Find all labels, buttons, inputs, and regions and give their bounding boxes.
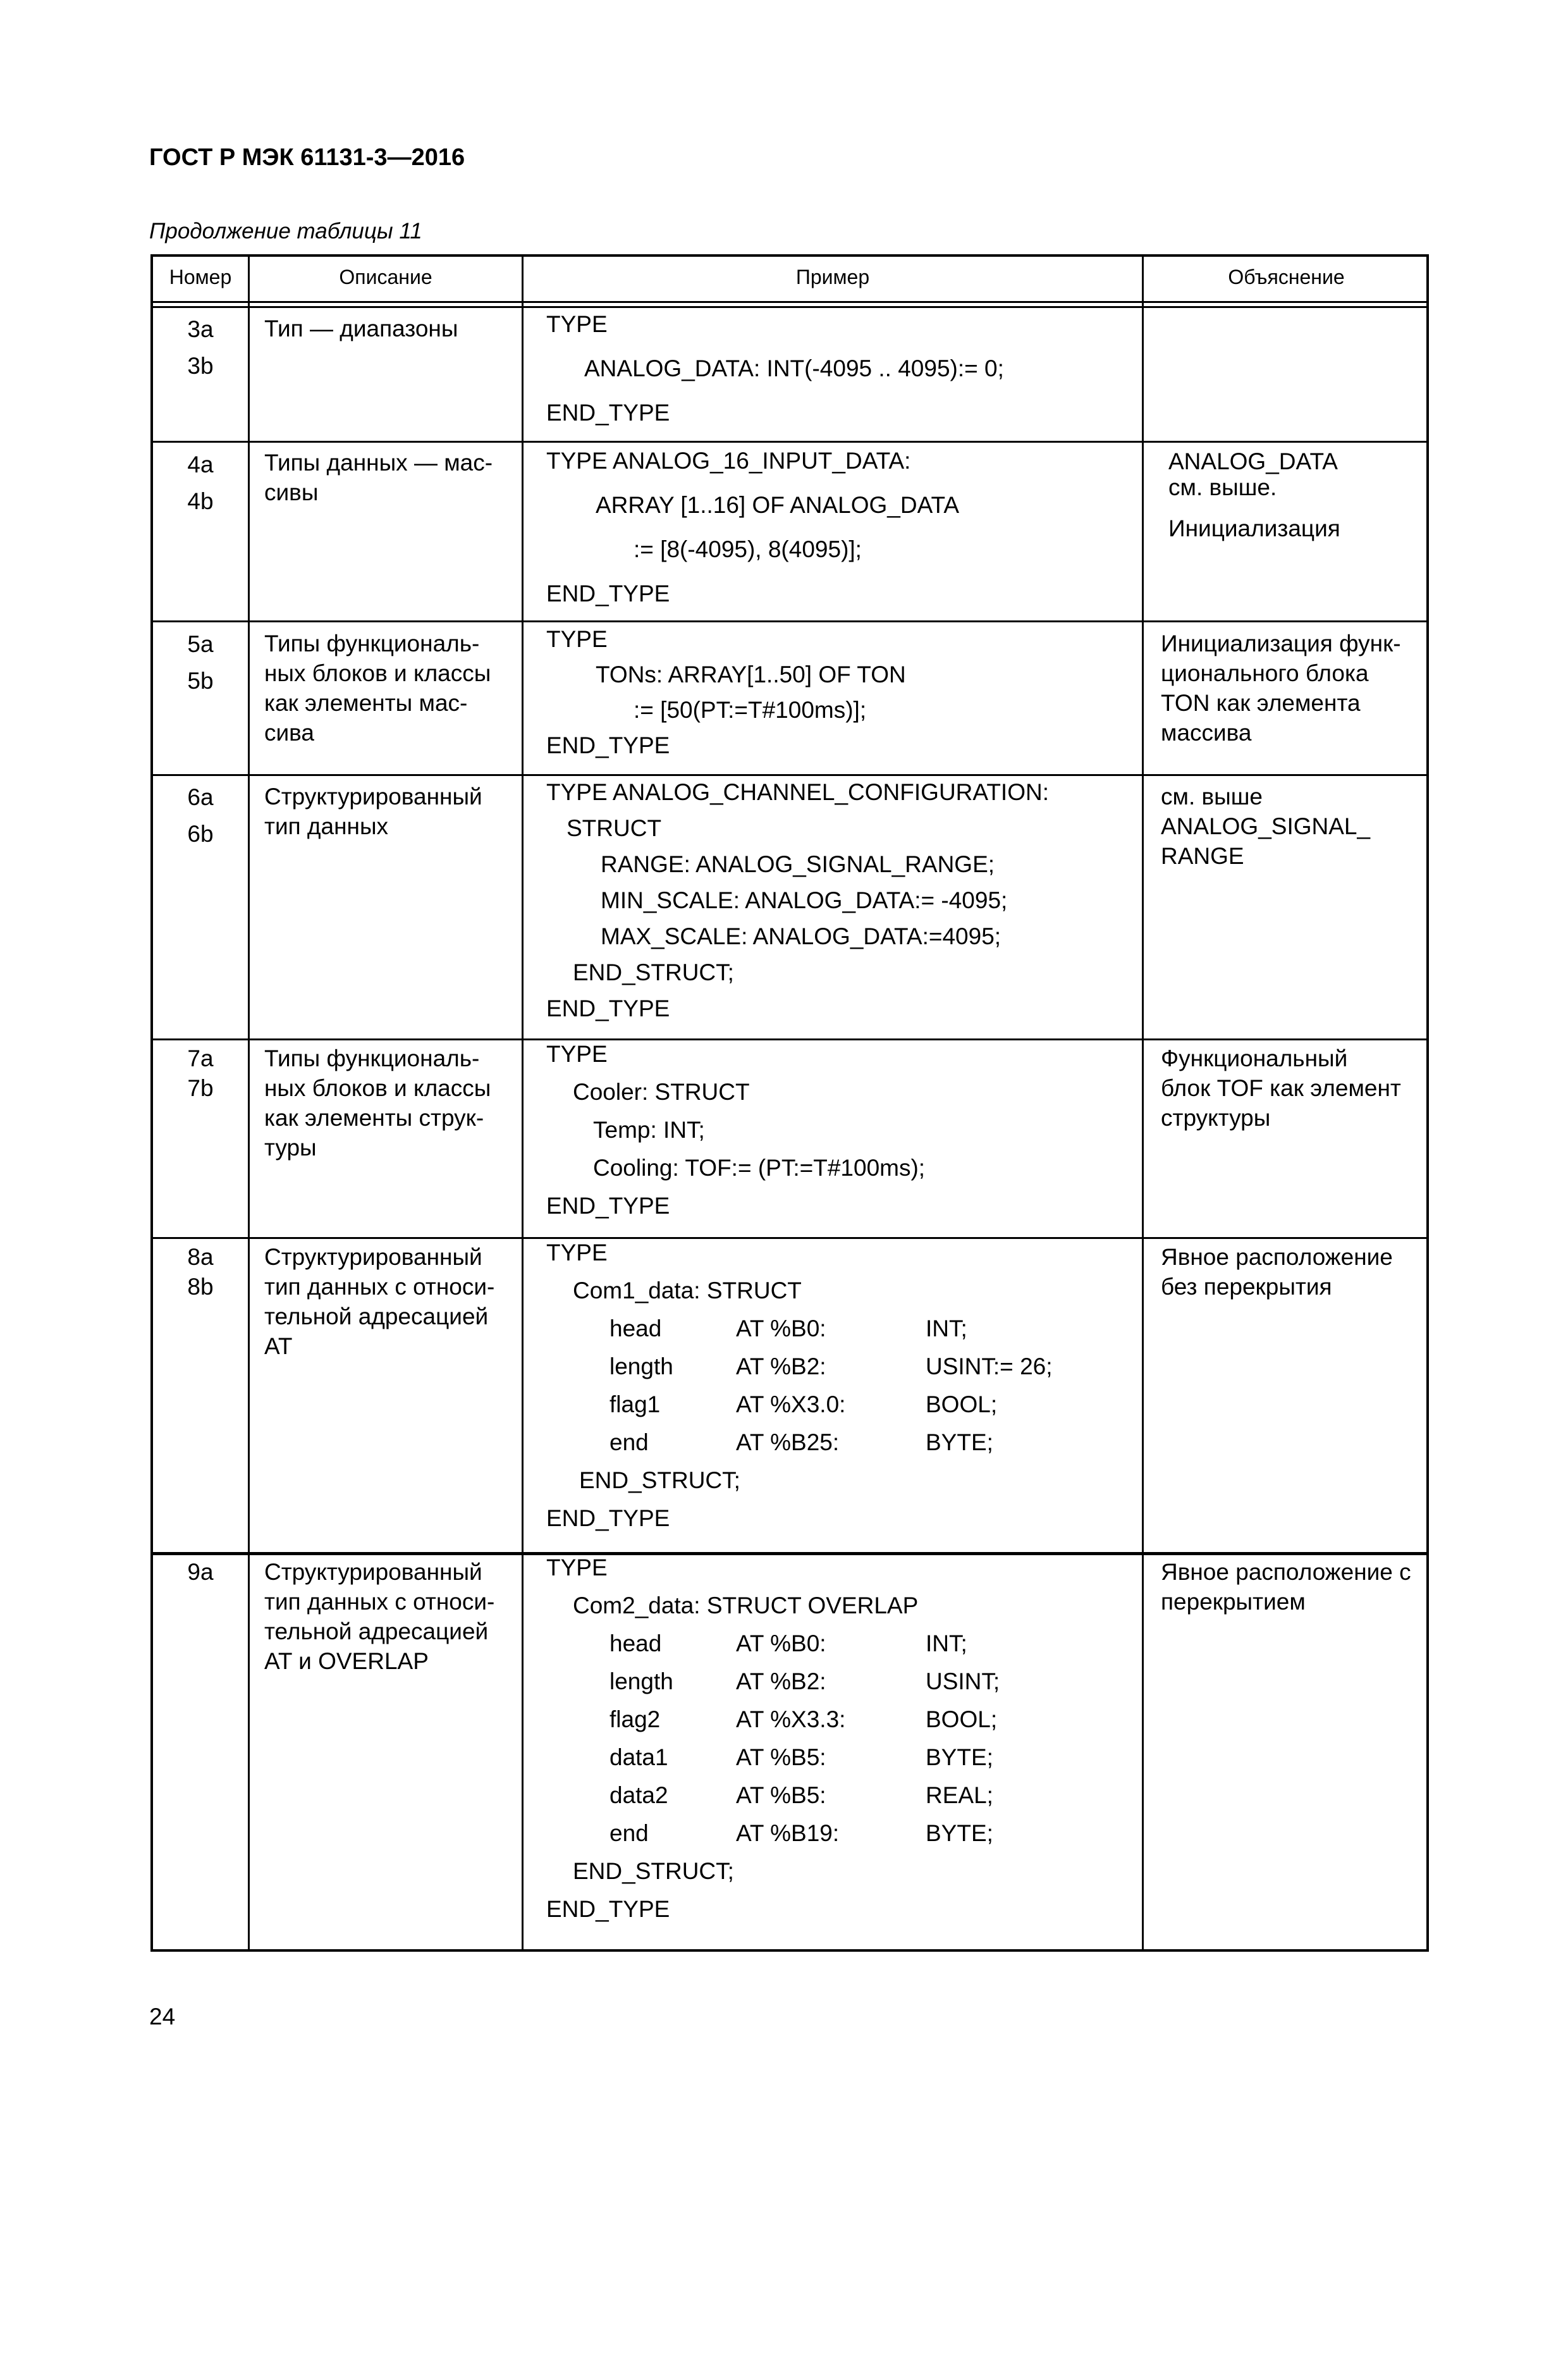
code-example <box>546 779 1134 1035</box>
explanation-line: Явное расположение с <box>1161 1559 1411 1585</box>
field-address: AT %B25: <box>736 1429 840 1455</box>
description-line: тельной адресацией <box>264 1618 489 1644</box>
code-line: RANGE: ANALOG_SIGNAL_RANGE; <box>601 851 995 877</box>
code-line: END_TYPE <box>546 995 670 1021</box>
explanation-line: см. выше <box>1161 784 1263 810</box>
explanation-line: блок TOF как элемент <box>1161 1075 1401 1101</box>
code-line: TYPE ANALOG_CHANNEL_CONFIGURATION: <box>546 779 1049 805</box>
row-number: 3a <box>187 316 214 342</box>
code-line: Com1_data: STRUCT <box>573 1278 802 1303</box>
code-line: TYPE <box>546 626 608 652</box>
row-number: 4a <box>187 452 214 477</box>
explanation-line: ANALOG_DATA <box>1168 448 1338 474</box>
description-line: как элементы мас- <box>264 690 468 716</box>
code-line: END_STRUCT; <box>573 1858 734 1884</box>
explanation-line: TON как элемента <box>1161 690 1361 716</box>
field-type: INT; <box>926 1315 967 1341</box>
description-line: Структурированный <box>264 1559 482 1585</box>
code-line: TYPE <box>546 1240 608 1266</box>
row-number-cell <box>153 311 248 385</box>
code-line: Cooling: TOF:= (PT:=T#100ms); <box>593 1155 926 1181</box>
explanation-cell <box>1161 1557 1411 1617</box>
field-address: AT %B5: <box>736 1744 826 1770</box>
field-name: end <box>609 1820 649 1846</box>
row-number: 4b <box>187 488 214 514</box>
description-line: сива <box>264 720 314 746</box>
column-header-explanation: Объяснение <box>1228 266 1345 288</box>
field-address: AT %X3.0: <box>736 1391 846 1417</box>
explanation-cell <box>1161 782 1370 871</box>
explanation-line: массива <box>1161 720 1252 746</box>
row-number: 9a <box>187 1559 214 1585</box>
description-line: Тип — диапазоны <box>264 316 458 342</box>
description-line: тип данных <box>264 813 389 839</box>
code-line: END_STRUCT; <box>579 1467 740 1493</box>
column-header-example: Пример <box>795 266 870 288</box>
row-number-cell <box>153 626 248 699</box>
code-line: STRUCT <box>567 815 662 841</box>
row-number: 6b <box>187 821 214 847</box>
field-name: data1 <box>609 1744 668 1770</box>
field-address: AT %B0: <box>736 1630 826 1656</box>
code-line: Cooler: STRUCT <box>573 1079 750 1105</box>
code-line: TYPE ANALOG_16_INPUT_DATA: <box>546 448 911 474</box>
header-divider <box>153 306 1426 308</box>
row-number: 7b <box>187 1075 214 1101</box>
row-number-cell <box>153 1044 248 1103</box>
code-line: TYPE <box>546 311 608 337</box>
explanation-line: перекрытием <box>1161 1589 1306 1615</box>
code-line: MIN_SCALE: ANALOG_DATA:= -4095; <box>601 887 1008 913</box>
description-line: туры <box>264 1135 317 1161</box>
code-example <box>546 1041 1134 1234</box>
code-line: TYPE <box>546 1041 608 1067</box>
field-type: BOOL; <box>926 1706 998 1732</box>
explanation-line: см. выше. <box>1168 474 1277 500</box>
explanation-line: без перекрытия <box>1161 1274 1332 1300</box>
field-type: USINT:= 26; <box>926 1353 1053 1379</box>
code-line: END_STRUCT; <box>573 959 734 985</box>
description-line: как элементы струк- <box>264 1105 484 1131</box>
field-type: BOOL; <box>926 1391 998 1417</box>
description-line: Структурированный <box>264 1244 482 1270</box>
code-line: END_TYPE <box>546 581 670 607</box>
field-address: AT %B0: <box>736 1315 826 1341</box>
code-example <box>546 448 1134 619</box>
description-line: ных блоков и классы <box>264 1075 491 1101</box>
description-cell <box>264 782 482 841</box>
field-type: INT; <box>926 1630 967 1656</box>
code-line: Com2_data: STRUCT OVERLAP <box>573 1593 919 1618</box>
code-line: ARRAY [1..16] OF ANALOG_DATA <box>596 492 960 518</box>
data-table <box>150 254 1429 1952</box>
explanation-cell <box>1161 1044 1401 1133</box>
code-line: TYPE <box>546 1555 608 1580</box>
description-line: тельной адресацией <box>264 1303 489 1329</box>
table-caption: Продолжение таблицы 11 <box>149 219 422 243</box>
explanation-line: Инициализация <box>1168 515 1340 541</box>
header-divider <box>153 301 1426 303</box>
row-number: 6a <box>187 784 214 810</box>
code-line: END_TYPE <box>546 732 670 758</box>
row-divider <box>153 774 1426 776</box>
code-line: ANALOG_DATA: INT(-4095 .. 4095):= 0; <box>584 355 1004 381</box>
field-name: length <box>609 1353 673 1379</box>
code-example <box>546 626 1134 772</box>
row-number: 8a <box>187 1244 214 1270</box>
explanation-line: Функциональный <box>1161 1045 1348 1071</box>
field-name: end <box>609 1429 649 1455</box>
field-name: length <box>609 1668 673 1694</box>
field-type: BYTE; <box>926 1429 993 1455</box>
column-divider <box>1142 257 1144 1949</box>
explanation-cell <box>1161 629 1401 748</box>
field-address: AT %X3.3: <box>736 1706 846 1732</box>
description-line: Типы функциональ- <box>264 1045 480 1071</box>
description-cell <box>264 314 458 343</box>
explanation-line: ционального блока <box>1161 660 1369 686</box>
column-divider <box>248 257 250 1949</box>
field-type: USINT; <box>926 1668 1000 1694</box>
row-number: 8b <box>187 1274 214 1300</box>
description-cell <box>264 1557 494 1676</box>
code-line: END_TYPE <box>546 1193 670 1219</box>
field-address: AT %B5: <box>736 1782 826 1808</box>
description-line: ных блоков и классы <box>264 660 491 686</box>
row-divider <box>153 620 1426 622</box>
description-line: AT <box>264 1333 293 1359</box>
description-line: Типы функциональ- <box>264 631 480 656</box>
code-line: := [8(-4095), 8(4095)]; <box>634 536 862 562</box>
explanation-line: структуры <box>1161 1105 1271 1131</box>
code-line: Temp: INT; <box>593 1117 705 1143</box>
code-example <box>546 311 1134 438</box>
row-divider <box>153 441 1426 443</box>
row-divider <box>153 1237 1426 1239</box>
field-address: AT %B2: <box>736 1668 826 1694</box>
field-name: head <box>609 1630 662 1656</box>
field-type: BYTE; <box>926 1744 993 1770</box>
code-line: END_TYPE <box>546 1505 670 1531</box>
row-number: 5a <box>187 631 214 657</box>
column-header-description: Описание <box>339 266 432 288</box>
code-line: END_TYPE <box>546 400 670 426</box>
page-header: ГОСТ Р МЭК 61131-3—2016 <box>149 144 465 171</box>
description-cell <box>264 629 491 748</box>
code-line: := [50(PT:=T#100ms)]; <box>634 697 867 723</box>
column-header-number: Номер <box>169 266 232 288</box>
code-example <box>546 1240 1134 1549</box>
description-cell <box>264 1044 491 1162</box>
field-address: AT %B2: <box>736 1353 826 1379</box>
field-type: REAL; <box>926 1782 993 1808</box>
row-number: 5b <box>187 668 214 694</box>
explanation-line: RANGE <box>1161 843 1244 869</box>
code-line: TONs: ARRAY[1..50] OF TON <box>596 662 906 687</box>
field-name: head <box>609 1315 662 1341</box>
field-name: flag2 <box>609 1706 661 1732</box>
explanation-line: Инициализация функ- <box>1161 631 1401 656</box>
row-number-cell <box>153 447 248 520</box>
explanation-line: ANALOG_SIGNAL_ <box>1161 813 1371 839</box>
description-cell <box>264 1242 494 1361</box>
row-number: 7a <box>187 1045 214 1071</box>
row-number-cell <box>153 779 248 853</box>
row-divider <box>153 1038 1426 1040</box>
description-line: AT и OVERLAP <box>264 1648 429 1674</box>
column-divider <box>522 257 524 1949</box>
description-line: сивы <box>264 479 319 505</box>
row-number-cell <box>153 1242 248 1302</box>
description-line: тип данных с относи- <box>264 1589 495 1615</box>
field-name: flag1 <box>609 1391 661 1417</box>
code-example <box>546 1555 1134 1947</box>
description-line: Структурированный <box>264 784 482 810</box>
explanation-line: Явное расположение <box>1161 1244 1393 1270</box>
code-line: MAX_SCALE: ANALOG_DATA:=4095; <box>601 923 1001 949</box>
field-address: AT %B19: <box>736 1820 840 1846</box>
field-type: BYTE; <box>926 1820 993 1846</box>
page-number: 24 <box>149 2004 176 2030</box>
description-line: тип данных с относи- <box>264 1274 495 1300</box>
code-line: END_TYPE <box>546 1896 670 1922</box>
row-number-cell <box>153 1557 248 1587</box>
description-line: Типы данных — мас- <box>264 450 493 476</box>
description-cell <box>264 448 493 507</box>
field-name: data2 <box>609 1782 668 1808</box>
row-number: 3b <box>187 353 214 379</box>
explanation-cell <box>1168 447 1340 543</box>
explanation-cell <box>1161 1242 1393 1302</box>
